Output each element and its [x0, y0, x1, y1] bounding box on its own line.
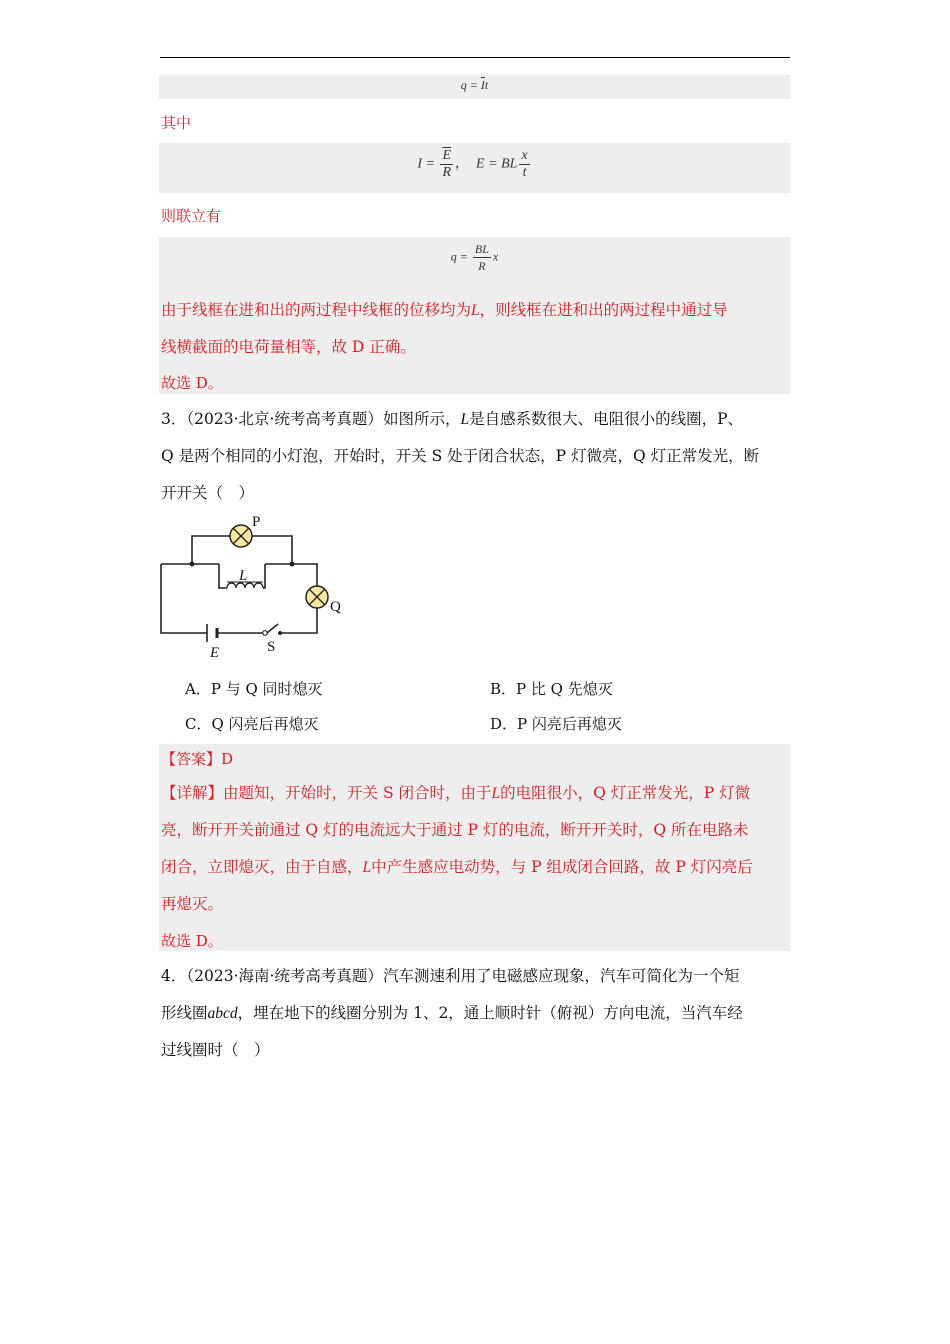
bulb-p-icon — [230, 525, 252, 547]
answer-detail: 【详解】由题知，开始时，开关 S 闭合时，由于L的电阻很小，Q 灯正常发光，P 灯微 亮，断开开关前通过 Q 灯的电流远大于通过 P 灯的电流，断开开关时，Q 所在电路未 闭合，立即熄灭，由于自感，L中产生感应电动势，与 P 组成闭合回路，故 P 灯闪亮后 再熄灭。 — [161, 784, 753, 913]
formula-box-1 — [159, 75, 790, 99]
label-lianli: 则联立有 — [161, 207, 222, 225]
bulb-q-icon — [306, 586, 328, 608]
label-P: P — [252, 514, 261, 530]
label-E: E — [210, 645, 220, 661]
option-b: B．P 比 Q 先熄灭 — [490, 680, 613, 698]
circuit-diagram — [155, 508, 355, 663]
label-qizhong: 其中 — [161, 114, 192, 132]
option-d: D．P 闪亮后再熄灭 — [490, 715, 622, 733]
formula-I-E: I = $\frac{\overline{E}}{R}$ ， E = BL $\frac{x}{t}$ — [417, 148, 528, 180]
formula-q-BL: q = $\frac{BL}{R}$ x — [450, 242, 499, 273]
formula-box-2 — [159, 143, 790, 193]
label-L: L — [239, 568, 248, 584]
formula-q-it: $q = \overline{I}t$ — [460, 78, 489, 92]
label-S: S — [267, 639, 276, 655]
option-a: A．P 与 Q 同时熄灭 — [185, 680, 323, 698]
question-4-stem: 4．（2023·海南·统考高考真题）汽车测速利用了电磁感应现象，汽车可简化为一个矩 形线圈abcd，埋在地下的线圈分别为 1、2，通上顺时针（俯视）方向电流，当汽车经 过线圈时（ ） — [161, 967, 743, 1059]
label-Q: Q — [330, 599, 341, 615]
explanation-text: 由于线框在进和出的两过程中线框的位移均为L，则线框在进和出的两过程中通过导 线横截面的电荷量相等，故 D 正确。 — [161, 301, 728, 356]
explanation-conclusion: 故选 D。 — [161, 374, 223, 392]
switch-icon — [263, 631, 282, 636]
option-c: C．Q 闪亮后再熄灭 — [185, 715, 319, 733]
answer-line: 【答案】D — [161, 750, 234, 768]
question-3-stem: 3．（2023·北京·统考高考真题）如图所示，L是自感系数很大、电阻很小的线圈，P、 Q 是两个相同的小灯泡，开始时，开关 S 处于闭合状态，P 灯微亮，Q 灯正常发光，断 开开关（ ） — [161, 410, 760, 502]
battery-icon — [207, 624, 217, 642]
header-rule — [160, 57, 790, 58]
answer-conclusion: 故选 D。 — [161, 932, 223, 950]
